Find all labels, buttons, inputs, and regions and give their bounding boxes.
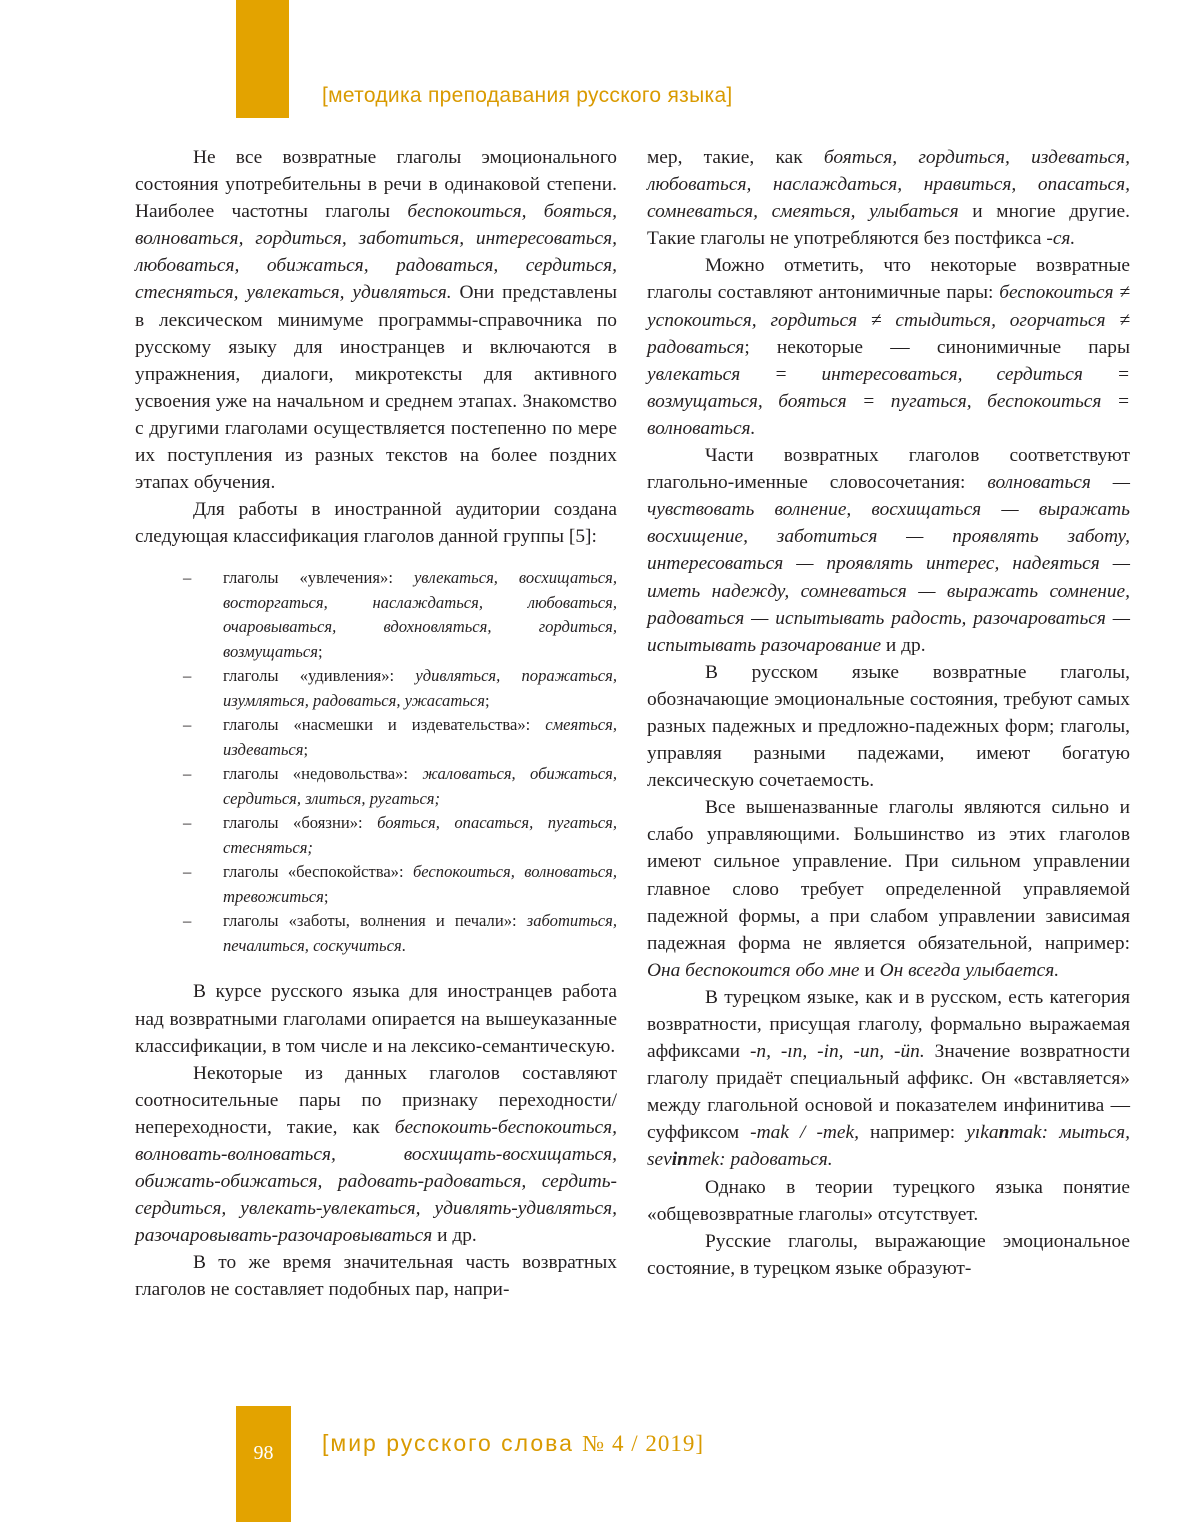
list-item: – глаголы «беспокойства»: беспокоиться, волноваться, тревожиться; [183, 862, 617, 906]
text-run: беспокоить-беспокоиться, волновать-волноваться, восхищать-восхищаться, обижать-обижаться, радовать-радоваться, сердить-сердиться, увлекать-увлекаться, удивлять-удивляться, разочаровывать-разочаровываться [135, 1116, 617, 1247]
dash-marker: – [183, 862, 192, 882]
text-run: удивляться, поражаться, изумляться, радоваться, ужасаться [223, 666, 617, 710]
text-run: заботиться, печалиться, соскучиться [223, 911, 617, 955]
section-header: [методика преподавания русского языка] [322, 84, 733, 107]
dash-marker: – [183, 911, 192, 931]
left-column [135, 144, 617, 1304]
text-run: -n, -ın, -in, -un, -ün. [749, 1041, 925, 1063]
text-run: волноваться — чувствовать волнение, восхищаться — выражать восхищение, заботиться — проявлять заботу, интересоваться — проявлять интерес, надеяться — иметь надежду, сомневаться — выражать сомнение, радоваться — испытывать радость, разочароваться — испытывать разочарование [647, 472, 1130, 656]
text-run: увлекаться, восхищаться, восторгаться, наслаждаться, любоваться, очаровываться, вдохновляться, гордиться, возмущаться [223, 568, 617, 661]
text-run: mak: мыться, sev [647, 1122, 1130, 1171]
text-run: беспокоиться, волноваться, тревожиться [223, 862, 617, 906]
text-run: mek: радоваться. [687, 1149, 833, 1171]
paragraph: В русском языке возвратные глаголы, обозначающие эмоциональные состояния, требуют самых разных падежных и предложно-падежных форм; глаголы, управляя разными падежами, имеют богатую лексическую сочетаемость. [647, 661, 1130, 792]
text-run: бояться, гордиться, издеваться, любоваться, наслаждаться, нравиться, опасаться, сомневаться, смеяться, улыбаться [647, 147, 1131, 223]
paragraph: Части возвратных глаголов соответствуют глагольно-именные словосочетания: волноваться — чувствовать волнение, восхищаться — выражать восхищение, заботиться — проявлять заботу, интересоваться — проявлять интерес, надеяться — иметь надежду, сомневаться — выражать сомнение, радоваться — испытывать радость, разочароваться — испытывать разочарование и др. [647, 445, 1130, 656]
list-item: – глаголы «боязни»: бояться, опасаться, пугаться, стесняться; [183, 813, 617, 857]
paragraph: Некоторые из данных глаголов составляют соотносительные пары по признаку переходности/непереходности, такие, как беспокоить-беспокоиться, волновать-волноваться, восхищать-восхищаться, обижать-обижаться, радовать-радоваться, сердить-сердиться, увлекать-увлекаться, удивлять-удивляться, разочаровывать-разочаровываться и др. [135, 1062, 617, 1247]
text-run: Он всегда улыбается. [879, 959, 1060, 981]
paragraph: Русские глаголы, выражающие эмоциональное состояние, в турецком языке образуют- [647, 1230, 1130, 1279]
text-run: n [998, 1122, 1010, 1144]
paragraph: В курсе русского языка для иностранцев работа над возвратными глаголами опирается на вышеуказанные классификации, в том числе и на лексико-семантическую. [135, 981, 617, 1057]
text-run: yıka [966, 1122, 999, 1144]
issue-number: № 4 / 2019] [582, 1431, 705, 1456]
text-run: -mak / -mek, [750, 1122, 859, 1144]
dash-marker: – [183, 813, 192, 833]
text-run: in [671, 1149, 688, 1171]
text-run: бояться, опасаться, пугаться, стесняться; [223, 813, 617, 857]
page-number: 98 [253, 1442, 274, 1464]
text-run: беспокоиться ≠ успокоиться, гордиться ≠ стыдиться, огорчаться ≠ радоваться [647, 282, 1130, 358]
list-item: – глаголы «насмешки и издевательства»: смеяться, издеваться; [183, 715, 617, 759]
text-run: -ся. [1046, 228, 1076, 250]
list-item: – глаголы «заботы, волнения и печали»: заботиться, печалиться, соскучиться. [183, 911, 617, 955]
paragraph: Однако в теории турецкого языка понятие «общевозвратные глаголы» отсутствует. [647, 1176, 1130, 1225]
dash-marker: – [183, 715, 192, 735]
text-run: жаловаться, обижаться, сердиться, злиться, ругаться; [223, 764, 617, 808]
paragraph: Все вышеназванные глаголы являются сильно и слабо управляющими. Большинство из этих глаголов имеют сильное управление. При сильном управлении главное слово требует определенной управляемой падежной формы, а при слабом управлении зависимая падежная форма не является обязательной, например: Она беспокоится обо мне и Он всегда улыбается. [647, 797, 1130, 981]
text-run: беспокоиться, бояться, волноваться, гордиться, заботиться, интересоваться, любоваться, обижаться, радоваться, сердиться, стесняться, увлекаться, удивляться. [135, 201, 617, 304]
dash-marker: – [183, 666, 192, 686]
verb-classification-list [135, 566, 617, 958]
list-item: – глаголы «недовольства»: жаловаться, обижаться, сердиться, злиться, ругаться; [183, 764, 617, 808]
paragraph: В то же время значительная часть возвратных глаголов не составляет подобных пар, напри- [135, 1252, 617, 1301]
paragraph: Для работы в иностранной аудитории создана следующая классификация глаголов данной группы [5]: [135, 499, 617, 548]
paragraph-continued: мер, такие, как бояться, гордиться, издеваться, любоваться, наслаждаться, нравиться, опасаться, сомневаться, смеяться, улыбаться и многие другие. Такие глаголы не употребляются без постфикса -ся. [647, 147, 1131, 250]
dash-marker: – [183, 764, 192, 784]
dash-marker: – [183, 568, 192, 588]
text-run: увлекаться = интересоваться, сердиться = возмущаться, бояться = пугаться, беспокоиться = волноваться. [647, 363, 1130, 439]
paragraph: Не все возвратные глаголы эмоционального состояния употребительны в речи в одинаковой степени. Наиболее частотны глаголы беспокоиться, бояться, волноваться, гордиться, заботиться, интересоваться, любоваться, обижаться, радоваться, сердиться, стесняться, увлекаться, удивляться. Они представлены в лексическом минимуме программы-справочника по русскому языку для иностранцев и включаются в упражнения, диалоги, микротексты для активного усвоения уже на начальном и среднем этапах. Знакомство с другими глаголами осуществляется постепенно по мере их поступления из разных текстов на более поздних этапах обучения. [135, 147, 617, 494]
journal-title: [мир русского слова [322, 1430, 583, 1456]
text-run: смеяться, издеваться [223, 715, 617, 759]
header-accent-bar [236, 0, 289, 118]
paragraph: В турецком языке, как и в русском, есть категория возвратности, присущая глаголу, формально выражаемая аффиксами -n, -ın, -in, -un, -ün. Значение возвратности глаголу придаёт специальный аффикс. Он «вставляется» между глагольной основой и показателем инфинитива — суффиксом -mak / -mek, например: yıkanmak: мыться, sevinmek: радоваться. [647, 986, 1130, 1171]
journal-footer [322, 1430, 704, 1457]
text-run: Она беспокоится обо мне [647, 959, 860, 981]
paragraph: Можно отметить, что некоторые возвратные глаголы составляют антонимичные пары: беспокоиться ≠ успокоиться, гордиться ≠ стыдиться, огорчаться ≠ радоваться; некоторые — синонимичные пары увлекаться = интересоваться, сердиться = возмущаться, бояться = пугаться, беспокоиться = волноваться. [647, 255, 1130, 439]
list-item: – глаголы «увлечения»: увлекаться, восхищаться, восторгаться, наслаждаться, любоваться, очаровываться, вдохновляться, гордиться, возмущаться; [183, 568, 617, 661]
list-item: – глаголы «удивления»: удивляться, поражаться, изумляться, радоваться, ужасаться; [183, 666, 617, 710]
right-column [647, 144, 1130, 1282]
